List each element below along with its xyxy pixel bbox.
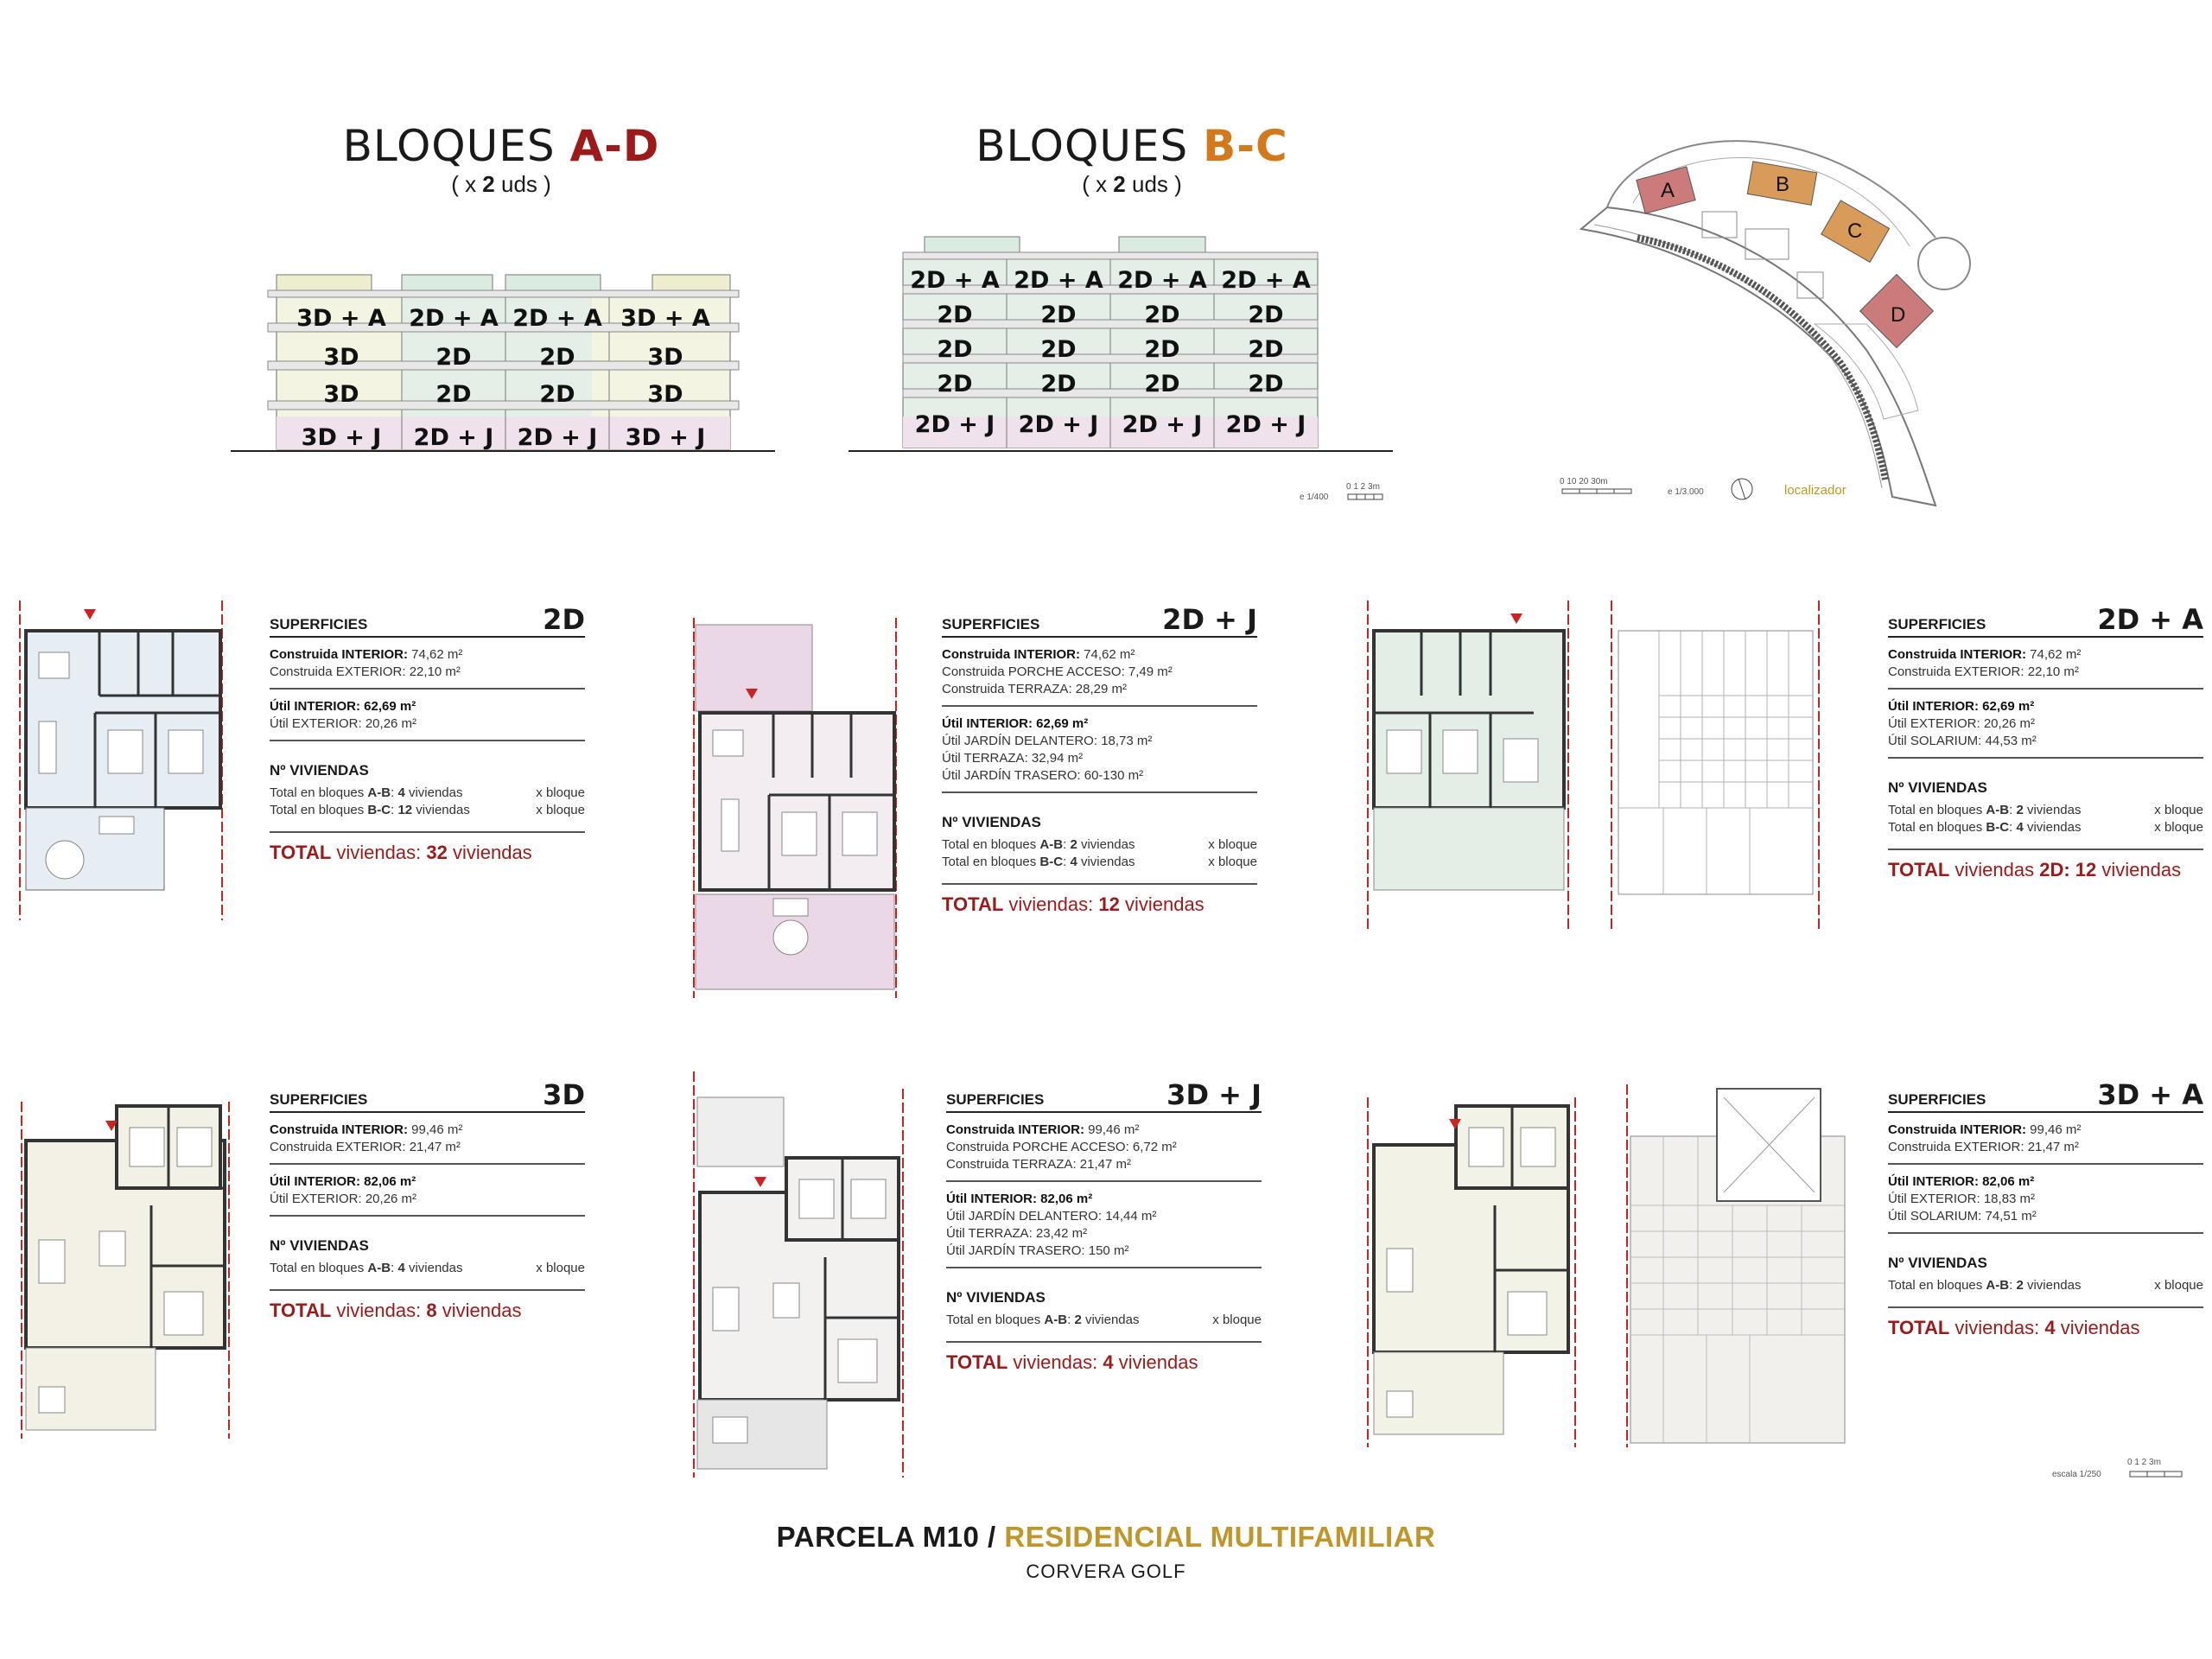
viviendas-label: Nº VIVIENDAS (270, 1237, 369, 1254)
elevation-unit-label: 2D (1248, 336, 1284, 363)
total-viviendas: TOTAL viviendas: 12 viviendas (942, 883, 1257, 916)
elevation-unit-label: 2D (1040, 371, 1077, 397)
svg-text:0 1 2 3m: 0 1 2 3m (2127, 1458, 2161, 1467)
elevation-unit-label: 2D + A (512, 305, 602, 332)
unit-info-panel (1888, 605, 2203, 881)
unit-type-label: 2D (543, 603, 585, 636)
area-line: Útil EXTERIOR: 20,26 m² (1888, 716, 2036, 731)
elevation-unit-label: 2D + A (910, 267, 1000, 294)
elevation-unit-label: 2D + A (1221, 267, 1311, 294)
area-group (270, 1165, 585, 1217)
area-line: Útil INTERIOR: 62,69 m² (1888, 699, 2035, 714)
svg-text:A: A (1661, 179, 1675, 202)
unit-type-label: 3D (543, 1078, 585, 1111)
block-count-line: Total en bloques A-B: 2 viviendas x bloque (1888, 1278, 2203, 1293)
area-line: Útil INTERIOR: 62,69 m² (270, 699, 416, 714)
unit-type-label: 3D + A (2097, 1078, 2203, 1111)
viviendas-label: Nº VIVIENDAS (270, 762, 369, 779)
block-count-line: Total en bloques B-C: 4 viviendas x bloque (942, 855, 1257, 869)
area-line: Útil INTERIOR: 82,06 m² (1888, 1174, 2035, 1189)
floor-plan-2d-a (1361, 601, 1827, 933)
area-line: Construida INTERIOR: 74,62 m² (270, 647, 463, 662)
total-viviendas: TOTAL viviendas: 8 viviendas (270, 1289, 585, 1322)
elevation-unit-label: 2D (937, 336, 973, 363)
area-line: Útil JARDÍN TRASERO: 150 m² (946, 1243, 1129, 1258)
unit-info-header (1888, 1080, 2203, 1113)
footer-project-location: CORVERA GOLF (1026, 1560, 1186, 1582)
area-group (1888, 638, 2203, 690)
elevation-unit-label: 2D (1248, 371, 1284, 397)
svg-text:e 1/400: e 1/400 (1300, 493, 1329, 502)
elevation-unit-label: 2D + J (1122, 411, 1203, 438)
area-group (1888, 1113, 2203, 1165)
viviendas-label: Nº VIVIENDAS (1888, 1255, 1987, 1271)
superficies-label: SUPERFICIES (1888, 1091, 1986, 1108)
unit-type-label: 3D + J (1166, 1078, 1262, 1111)
elevation-unit-label: 3D (647, 344, 683, 371)
elevation-unit-label: 2D (1144, 336, 1180, 363)
area-line: Construida PORCHE ACCESO: 6,72 m² (946, 1140, 1177, 1154)
unit-info-panel (270, 605, 585, 864)
elevation-unit-label: 2D (1040, 302, 1077, 328)
plan-scale-bar (2048, 1456, 2203, 1491)
area-group (1888, 690, 2203, 759)
elevation-unit-label: 3D (323, 381, 359, 408)
area-group (942, 638, 1257, 707)
elevation-scale-bar (1296, 482, 1417, 514)
elevation-unit-label: 3D + J (301, 424, 382, 451)
elevation-unit-label: 2D + J (1018, 411, 1099, 438)
floor-plan-3d (13, 1067, 238, 1443)
area-line: Construida TERRAZA: 21,47 m² (946, 1157, 1131, 1172)
elevation-unit-label: 2D + J (1225, 411, 1306, 438)
area-line: Útil JARDÍN DELANTERO: 18,73 m² (942, 734, 1153, 748)
block-count-line: Total en bloques A-B: 2 viviendas x bloque (946, 1313, 1262, 1327)
area-line: Construida EXTERIOR: 21,47 m² (1888, 1140, 2079, 1154)
area-line: Útil SOLARIUM: 74,51 m² (1888, 1209, 2037, 1224)
area-line: Construida EXTERIOR: 22,10 m² (1888, 664, 2079, 679)
elevation-unit-label: 2D (937, 302, 973, 328)
block-bc-subtitle: ( x 2 uds ) (1082, 171, 1182, 197)
area-line: Útil JARDÍN DELANTERO: 14,44 m² (946, 1209, 1157, 1224)
total-viviendas: TOTAL viviendas: 32 viviendas (270, 831, 585, 864)
area-line: Construida EXTERIOR: 21,47 m² (270, 1140, 461, 1154)
unit-type-label: 2D + A (2097, 603, 2203, 636)
area-group (270, 690, 585, 741)
area-line: Útil INTERIOR: 82,06 m² (946, 1192, 1093, 1206)
area-line: Construida INTERIOR: 99,46 m² (1888, 1122, 2082, 1137)
svg-text:localizador: localizador (1784, 483, 1847, 498)
svg-text:0 1 2 3m: 0 1 2 3m (1346, 482, 1380, 492)
svg-text:C: C (1847, 219, 1863, 243)
elevation-unit-label: 2D (1144, 302, 1180, 328)
elevation-unit-label: 2D (1248, 302, 1284, 328)
svg-text:e 1/3.000: e 1/3.000 (1668, 487, 1704, 497)
area-line: Útil EXTERIOR: 20,26 m² (270, 716, 417, 731)
area-line: Útil INTERIOR: 62,69 m² (942, 716, 1089, 731)
area-group (946, 1182, 1262, 1268)
elevation-unit-label: 2D (539, 381, 575, 408)
area-line: Útil JARDÍN TRASERO: 60-130 m² (942, 768, 1144, 783)
elevation-unit-label: 3D + A (620, 305, 710, 332)
floor-plan-2d (13, 601, 229, 925)
area-line: Construida TERRAZA: 28,29 m² (942, 682, 1127, 696)
block-ad-subtitle: ( x 2 uds ) (451, 171, 551, 197)
unit-info-panel (946, 1080, 1262, 1374)
superficies-label: SUPERFICIES (270, 1091, 368, 1108)
elevation-unit-label: 3D + J (625, 424, 706, 451)
svg-text:B: B (1776, 173, 1790, 196)
elevation-unit-label: 3D (647, 381, 683, 408)
block-count-line: Total en bloques A-B: 4 viviendas x bloque (270, 1261, 585, 1275)
area-line: Útil TERRAZA: 23,42 m² (946, 1226, 1088, 1241)
block-count-line: Total en bloques B-C: 4 viviendas x bloque (1888, 820, 2203, 835)
area-group (270, 638, 585, 690)
site-locator-map (1555, 125, 1987, 514)
unit-info-header (946, 1080, 1262, 1113)
block-count-line: Total en bloques A-B: 2 viviendas x bloque (1888, 803, 2203, 817)
area-line: Útil INTERIOR: 82,06 m² (270, 1174, 416, 1189)
elevation-unit-label: 2D + A (1117, 267, 1207, 294)
superficies-label: SUPERFICIES (942, 616, 1040, 632)
block-count-line: Total en bloques A-B: 4 viviendas x bloque (270, 785, 585, 800)
elevation-unit-label: 3D + A (296, 305, 386, 332)
svg-text:escala 1/250: escala 1/250 (2052, 1470, 2101, 1479)
elevation-unit-label: 2D (539, 344, 575, 371)
svg-text:D: D (1891, 303, 1906, 327)
area-line: Construida INTERIOR: 74,62 m² (1888, 647, 2082, 662)
floor-plan-2d-j (687, 618, 903, 1002)
unit-info-header (1888, 605, 2203, 638)
floor-plan-3d-a (1361, 1084, 1853, 1452)
total-viviendas: TOTAL viviendas: 4 viviendas (946, 1341, 1262, 1374)
block-ad-title: BLOQUES A-D (342, 121, 660, 171)
unit-info-panel (270, 1080, 585, 1322)
elevation-unit-label: 2D + A (409, 305, 499, 332)
elevation-unit-label: 2D + J (517, 424, 598, 451)
area-line: Construida INTERIOR: 74,62 m² (942, 647, 1135, 662)
block-bc-title: BLOQUES B-C (976, 121, 1288, 171)
unit-info-panel (1888, 1080, 2203, 1339)
elevation-unit-label: 2D (1040, 336, 1077, 363)
elevation-unit-label: 3D (323, 344, 359, 371)
area-group (1888, 1165, 2203, 1234)
area-line: Construida EXTERIOR: 22,10 m² (270, 664, 461, 679)
elevation-unit-label: 2D + J (413, 424, 494, 451)
total-viviendas: TOTAL viviendas 2D: 12 viviendas (1888, 849, 2203, 881)
area-line: Útil TERRAZA: 32,94 m² (942, 751, 1084, 766)
unit-info-panel (942, 605, 1257, 916)
elevation-unit-label: 2D (435, 381, 472, 408)
area-line: Útil SOLARIUM: 44,53 m² (1888, 734, 2037, 748)
area-group (270, 1113, 585, 1165)
elevation-unit-label: 2D (435, 344, 472, 371)
viviendas-label: Nº VIVIENDAS (942, 814, 1041, 830)
elevation-unit-label: 2D (937, 371, 973, 397)
block-count-line: Total en bloques A-B: 2 viviendas x bloque (942, 837, 1257, 852)
elevation-blocks-ad (229, 268, 782, 462)
footer-project-title: PARCELA M10 / RESIDENCIAL MULTIFAMILIAR (776, 1521, 1436, 1553)
area-line: Construida INTERIOR: 99,46 m² (270, 1122, 463, 1137)
elevation-blocks-bc (847, 233, 1400, 458)
viviendas-label: Nº VIVIENDAS (1888, 779, 1987, 796)
viviendas-label: Nº VIVIENDAS (946, 1289, 1046, 1306)
elevation-unit-label: 2D (1144, 371, 1180, 397)
unit-type-label: 2D + J (1162, 603, 1257, 636)
superficies-label: SUPERFICIES (1888, 616, 1986, 632)
elevation-unit-label: 2D + J (914, 411, 995, 438)
area-line: Útil EXTERIOR: 20,26 m² (270, 1192, 417, 1206)
floor-plan-3d-j (687, 1071, 912, 1482)
unit-info-header (270, 1080, 585, 1113)
unit-info-header (270, 605, 585, 638)
unit-info-header (942, 605, 1257, 638)
superficies-label: SUPERFICIES (270, 616, 368, 632)
elevation-unit-label: 2D + A (1014, 267, 1103, 294)
total-viviendas: TOTAL viviendas: 4 viviendas (1888, 1306, 2203, 1339)
area-line: Útil EXTERIOR: 18,83 m² (1888, 1192, 2036, 1206)
svg-text:0 10 20 30m: 0 10 20 30m (1560, 477, 1608, 486)
block-count-line: Total en bloques B-C: 12 viviendas x bloque (270, 803, 585, 817)
area-group (942, 707, 1257, 793)
area-line: Construida INTERIOR: 99,46 m² (946, 1122, 1140, 1137)
area-line: Construida PORCHE ACCESO: 7,49 m² (942, 664, 1173, 679)
area-group (946, 1113, 1262, 1182)
superficies-label: SUPERFICIES (946, 1091, 1045, 1108)
